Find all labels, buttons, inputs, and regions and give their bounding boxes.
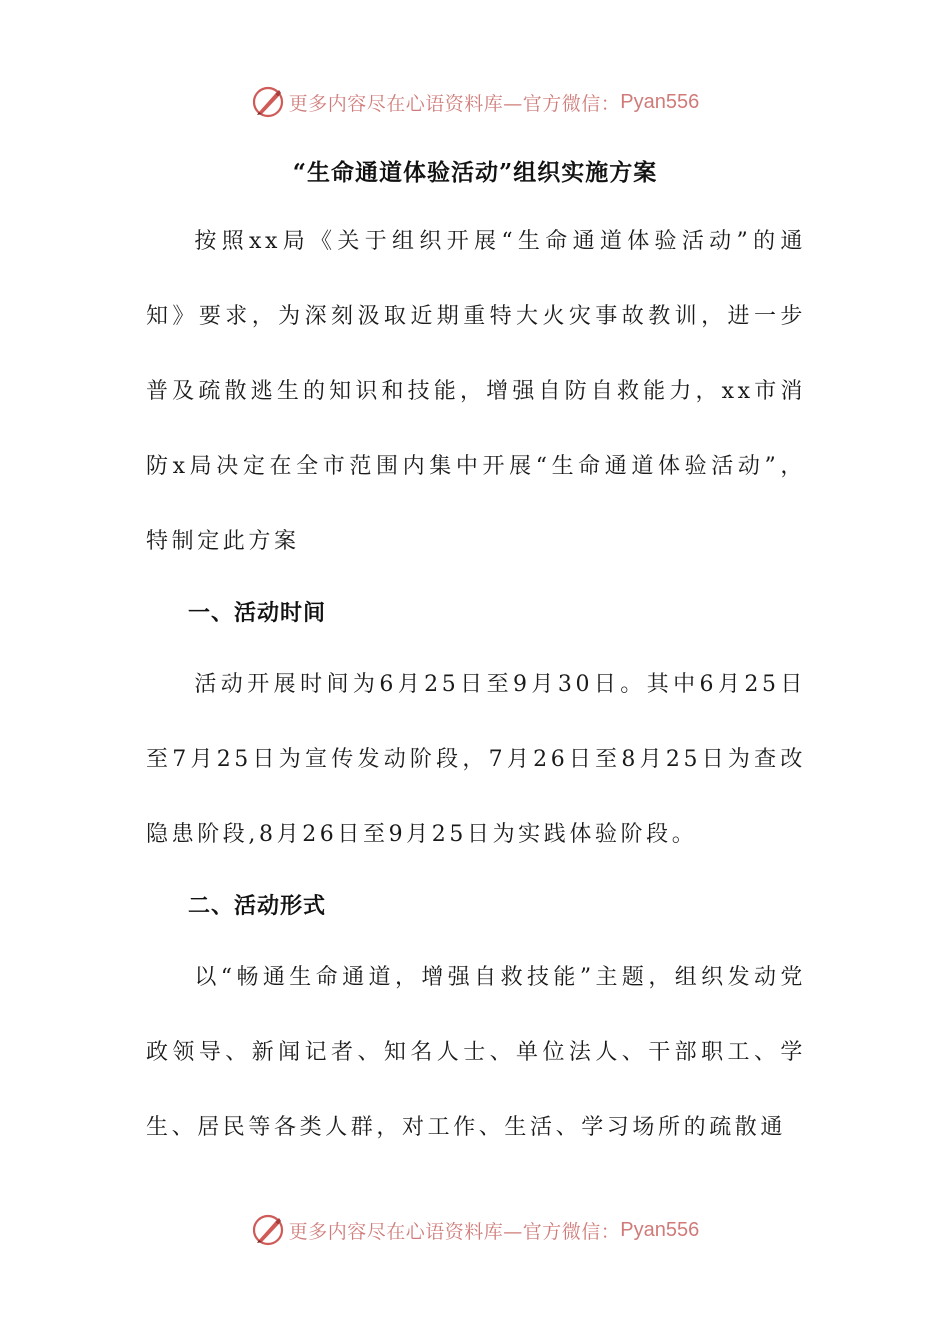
document-body (146, 204, 806, 1165)
footer-watermark (0, 1210, 950, 1250)
watermark-wechat-id: Pyan556 (620, 90, 700, 113)
section-heading-form: 二、活动形式 (188, 893, 327, 919)
pen-logo-icon (251, 85, 285, 119)
section-body-time: 活动开展时间为6月25日至9月30日。其中6月25日至7月25日为宣传发动阶段，7月26日至8月25日为查改隐患阶段,8月26日至9月25日为实践体验阶段。 (146, 672, 806, 847)
section-heading-time: 一、活动时间 (188, 600, 327, 626)
intro-paragraph: 按照xx局《关于组织开展“生命通道体验活动”的通知》要求，为深刻汲取近期重特大火灾事故教训，进一步普及疏散逃生的知识和技能，增强自防自救能力，xx市消防x局决定在全市范围内集中开展“生命通道体验活动”，特制定此方案 (146, 229, 806, 554)
header-watermark (0, 82, 950, 122)
section-body-form: 以“畅通生命通道，增强自救技能”主题，组织发动党政领导、新闻记者、知名人士、单位法人、干部职工、学生、居民等各类人群，对工作、生活、学习场所的疏散通 (146, 965, 806, 1140)
pen-logo-icon (251, 1213, 285, 1247)
watermark-wechat-id: Pyan556 (620, 1218, 700, 1241)
watermark-text: 更多内容尽在心语资料库—官方微信： (288, 92, 621, 115)
watermark-text: 更多内容尽在心语资料库—官方微信： (288, 1220, 621, 1243)
document-title: “生命通道体验活动”组织实施方案 (292, 159, 658, 186)
